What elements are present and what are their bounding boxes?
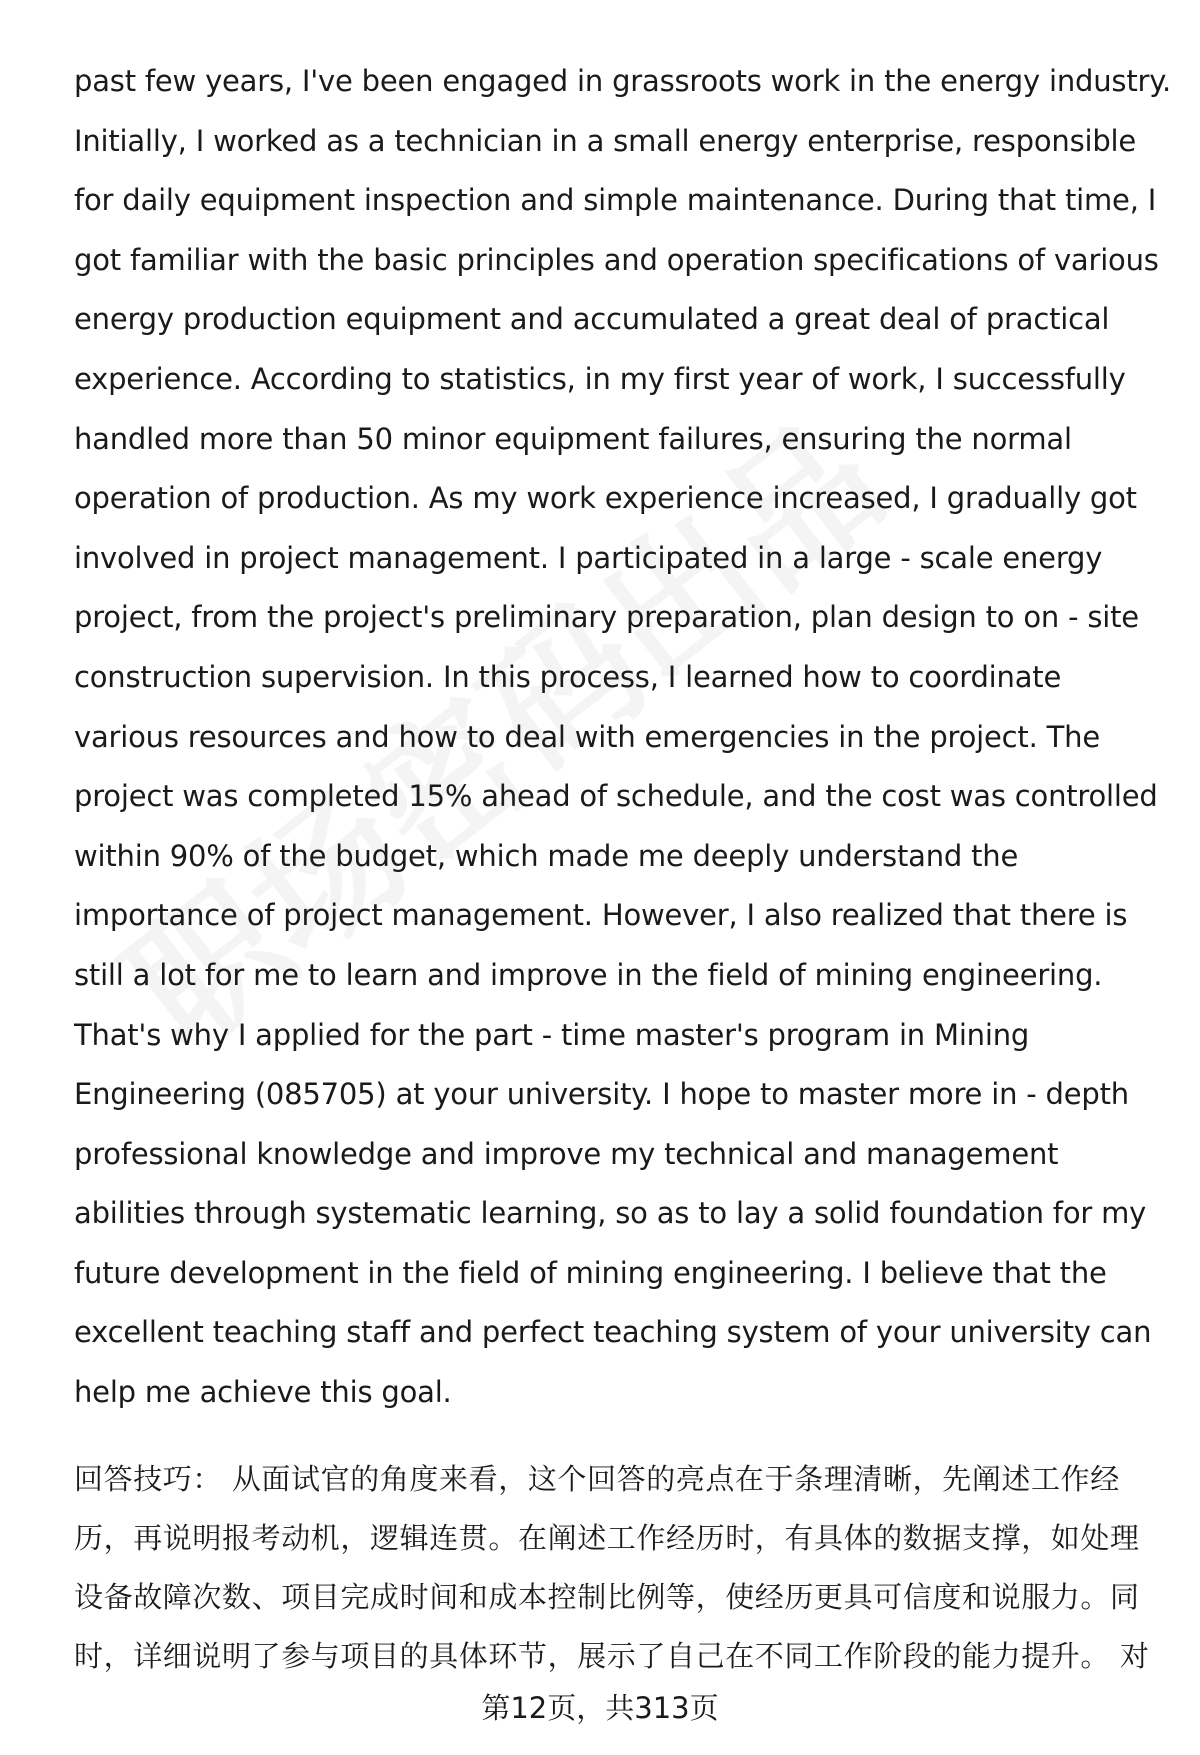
answer-line: importance of project management. However, I also realized that there is: [74, 898, 1128, 933]
answer-line: abilities through systematic learning, so as to lay a solid foundation for my: [74, 1196, 1147, 1231]
answer-line: That's why I applied for the part - time master's program in Mining: [74, 1017, 1030, 1052]
answer-line: future development in the field of mining engineering. I believe that the: [74, 1255, 1107, 1290]
answer-line: various resources and how to deal with emergencies in the project. The: [74, 719, 1100, 754]
tips-line: 历，再说明报考动机，逻辑连贯。在阐述工作经历时，有具体的数据支撑，如处理: [74, 1521, 1140, 1555]
answer-line: help me achieve this goal.: [74, 1375, 452, 1410]
answer-line: project was completed 15% ahead of schedule, and the cost was controlled: [74, 779, 1158, 814]
answer-line: for daily equipment inspection and simple maintenance. During that time, I: [74, 183, 1157, 218]
answer-line: operation of production. As my work experience increased, I gradually got: [74, 481, 1137, 516]
answer-line: within 90% of the budget, which made me deeply understand the: [74, 838, 1019, 873]
answer-line: project, from the project's preliminary preparation, plan design to on - site: [74, 600, 1139, 635]
tips-line: 回答技巧： 从面试官的角度来看，这个回答的亮点在于条理清晰，先阐述工作经: [74, 1462, 1120, 1496]
answer-line: still a lot for me to learn and improve in the field of mining engineering.: [74, 957, 1103, 992]
answer-line: past few years, I've been engaged in grassroots work in the energy industry.: [74, 64, 1172, 98]
answer-tips-paragraph: [74, 1450, 1164, 1686]
tips-line: 设备故障次数、项目完成时间和成本控制比例等，使经历更具可信度和说服力。同: [74, 1580, 1140, 1614]
answer-line: Engineering (085705) at your university. I hope to master more in - depth: [74, 1077, 1129, 1112]
answer-line: professional knowledge and improve my technical and management: [74, 1136, 1059, 1171]
answer-line: energy production equipment and accumulated a great deal of practical: [74, 302, 1110, 337]
page-number-footer: 第12页，共313页: [481, 1691, 719, 1725]
answer-line: Initially, I worked as a technician in a small energy enterprise, responsible: [74, 123, 1137, 158]
answer-line: experience. According to statistics, in my first year of work, I successfully: [74, 361, 1126, 396]
answer-line: involved in project management. I participated in a large - scale energy: [74, 540, 1103, 575]
answer-line: excellent teaching staff and perfect teaching system of your university can: [74, 1315, 1152, 1350]
tips-line: 时，详细说明了参与项目的具体环节，展示了自己在不同工作阶段的能力提升。 对: [74, 1639, 1150, 1673]
answer-paragraph: [74, 52, 1172, 1423]
answer-line: got familiar with the basic principles and operation specifications of various: [74, 242, 1159, 277]
answer-line: handled more than 50 minor equipment failures, ensuring the normal: [74, 421, 1072, 456]
answer-line: construction supervision. In this process, I learned how to coordinate: [74, 659, 1062, 694]
